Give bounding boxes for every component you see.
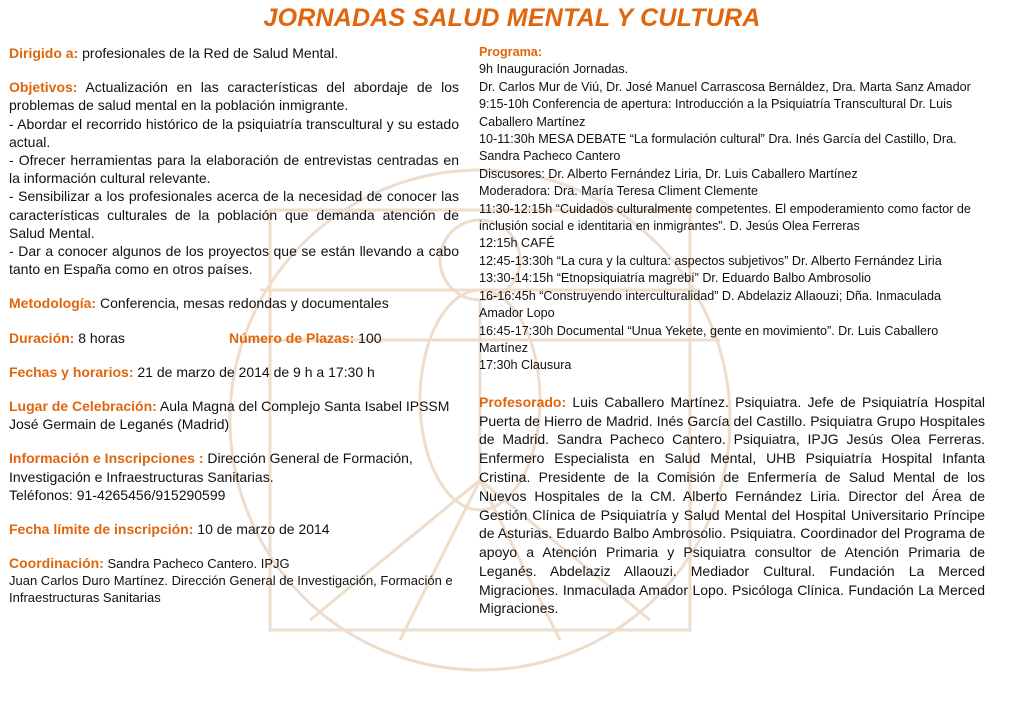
objetivo-item: - Dar a conocer algunos de los proyectos que se están llevando a cabo tanto en España como en otros países. bbox=[9, 243, 459, 278]
dirigido-label: Dirigido a: bbox=[9, 45, 79, 61]
duracion-text: 8 horas bbox=[74, 329, 125, 346]
coordinacion-text: Sandra Pacheco Cantero. IPJG bbox=[103, 556, 290, 572]
objetivos-text: Actualización en las características del abordaje de los problemas de salud mental en la población inmigrante. bbox=[9, 79, 459, 114]
programa-line: 13:30-14:15h “Etnopsiquiatría magrebí” Dr. Eduardo Balbo Ambrosolio bbox=[479, 271, 872, 286]
right-column bbox=[479, 44, 985, 618]
programa-line: 10-11:30h MESA DEBATE “La formulación cultural” Dra. Inés García del Castillo, Dra. Sandra Pacheco Cantero bbox=[479, 132, 957, 164]
programa-line: 17:30h Clausura bbox=[479, 358, 572, 373]
info-text: Dirección General de Formación, Investigación e Infraestructuras Sanitarias. bbox=[9, 450, 413, 485]
fecha-limite-label: Fecha límite de inscripción: bbox=[9, 521, 194, 538]
dirigido-text: profesionales de la Red de Salud Mental. bbox=[78, 45, 339, 61]
lugar-section bbox=[9, 397, 459, 433]
objetivo-item: - Sensibilizar a los profesionales acerca de la necesidad de conocer las características culturales de la población que demanda atención de Salud Mental. bbox=[9, 188, 459, 241]
objetivo-item: - Ofrecer herramientas para la elaboración de entrevistas centradas en la información cultural relevante. bbox=[9, 152, 459, 187]
left-column bbox=[9, 44, 459, 622]
fechas-text: 21 de marzo de 2014 de 9 h a 17:30 h bbox=[133, 363, 375, 380]
coordinacion-extra: Juan Carlos Duro Martínez. Dirección General de Investigación, Formación e Infraestructuras Sanitarias bbox=[9, 573, 453, 606]
objetivos-label: Objetivos: bbox=[9, 79, 78, 96]
objetivo-item: - Abordar el recorrido histórico de la psiquiatría transcultural y su estado actual. bbox=[9, 115, 459, 150]
plazas-text: 100 bbox=[354, 329, 382, 346]
programa-line: 12:15h CAFÉ bbox=[479, 236, 555, 251]
info-section bbox=[9, 449, 459, 504]
info-label: Información e Inscripciones : bbox=[9, 450, 204, 467]
coordinacion-label: Coordinación: bbox=[9, 555, 104, 572]
lugar-label: Lugar de Celebración: bbox=[9, 398, 157, 415]
fecha-limite-text: 10 de marzo de 2014 bbox=[193, 521, 330, 538]
page-title: JORNADAS SALUD MENTAL Y CULTURA bbox=[263, 4, 761, 32]
telefonos-text: Teléfonos: 91-4265456/915290599 bbox=[9, 486, 226, 503]
programa-line: 9h Inauguración Jornadas. bbox=[479, 62, 629, 77]
programa-line: Moderadora: Dra. María Teresa Climent Clemente bbox=[479, 184, 759, 199]
fecha-limite-section bbox=[9, 520, 459, 538]
metodologia-text: Conferencia, mesas redondas y documentales bbox=[96, 295, 389, 312]
coordinacion-section bbox=[9, 554, 459, 606]
programa-line: 9:15-10h Conferencia de apertura: Introducción a la Psiquiatría Transcultural Dr. Luis Caballero Martínez bbox=[479, 97, 953, 129]
programa-label: Programa: bbox=[479, 45, 542, 59]
dirigido-section bbox=[9, 44, 459, 62]
programa-line: 11:30-12:15h “Cuidados culturalmente competentes. El empoderamiento como factor de inclusión social e identitaria en inmigrantes”. D. Jesús Olea Ferreras bbox=[479, 201, 971, 234]
programa-section bbox=[479, 44, 985, 375]
profesorado-section bbox=[479, 393, 985, 619]
duracion-label: Duración: bbox=[9, 329, 75, 346]
profesorado-label: Profesorado: bbox=[479, 393, 567, 410]
fechas-section bbox=[9, 363, 459, 381]
programa-line: 16:45-17:30h Documental “Unua Yekete, gente en movimiento”. Dr. Luis Caballero Martínez bbox=[479, 323, 939, 355]
objetivos-section bbox=[9, 78, 459, 278]
metodologia-label: Metodología: bbox=[9, 295, 97, 312]
metodologia-section bbox=[9, 294, 459, 312]
programa-line: 12:45-13:30h “La cura y la cultura: aspectos subjetivos” Dr. Alberto Fernández Liria bbox=[479, 253, 942, 268]
fechas-label: Fechas y horarios: bbox=[9, 363, 134, 380]
programa-line: Dr. Carlos Mur de Viú, Dr. José Manuel Carrascosa Bernáldez, Dra. Marta Sanz Amador bbox=[479, 79, 971, 94]
programa-line: 16-16:45h “Construyendo interculturalidad” D. Abdelaziz Allaouzi; Dña. Inmaculada Amador Lopo bbox=[479, 288, 942, 321]
profesorado-text: Luis Caballero Martínez. Psiquiatra. Jefe de Psiquiatría Hospital Puerta de Hierro de Madrid. Inés García del Castillo. Psiquiatra Grupo Hospitales de Madrid. Sandra Pacheco Cantero. Psiquiatra, IPJG Jesús Olea Ferreras. Enfermero Especialista en Salud Mental, UHB Psiquiatría Hospital Infanta Cristina. Presidente de la Comisión de Enfermería de Salud Mental de los Nuevos Hospitales de la CM. Alberto Fernández Liria. Director del Área de Gestión Clínica de Psiquiatría y Salud Mental del Hospital Universitario Príncipe de Asturias. Eduardo Balbo Ambrosolio. Psiquiatra. Coordinador del Programa de apoyo a Atención Primaria y Psiquiatra consultor de Atención Primaria de Leganés. Abdelaziz Allaouzi. Mediador Cultural. Fundación La Merced Migraciones. Inmaculada Amador Lopo. Psicóloga Clínica. Fundación La Merced Migraciones. bbox=[479, 393, 985, 617]
lugar-text: Aula Magna del Complejo Santa Isabel IPSSM José Germain de Leganés (Madrid) bbox=[9, 398, 450, 433]
duracion-section bbox=[9, 329, 459, 347]
programa-line: Discusores: Dr. Alberto Fernández Liria, Dr. Luis Caballero Martínez bbox=[479, 166, 858, 181]
plazas-label: Número de Plazas: bbox=[229, 329, 355, 346]
